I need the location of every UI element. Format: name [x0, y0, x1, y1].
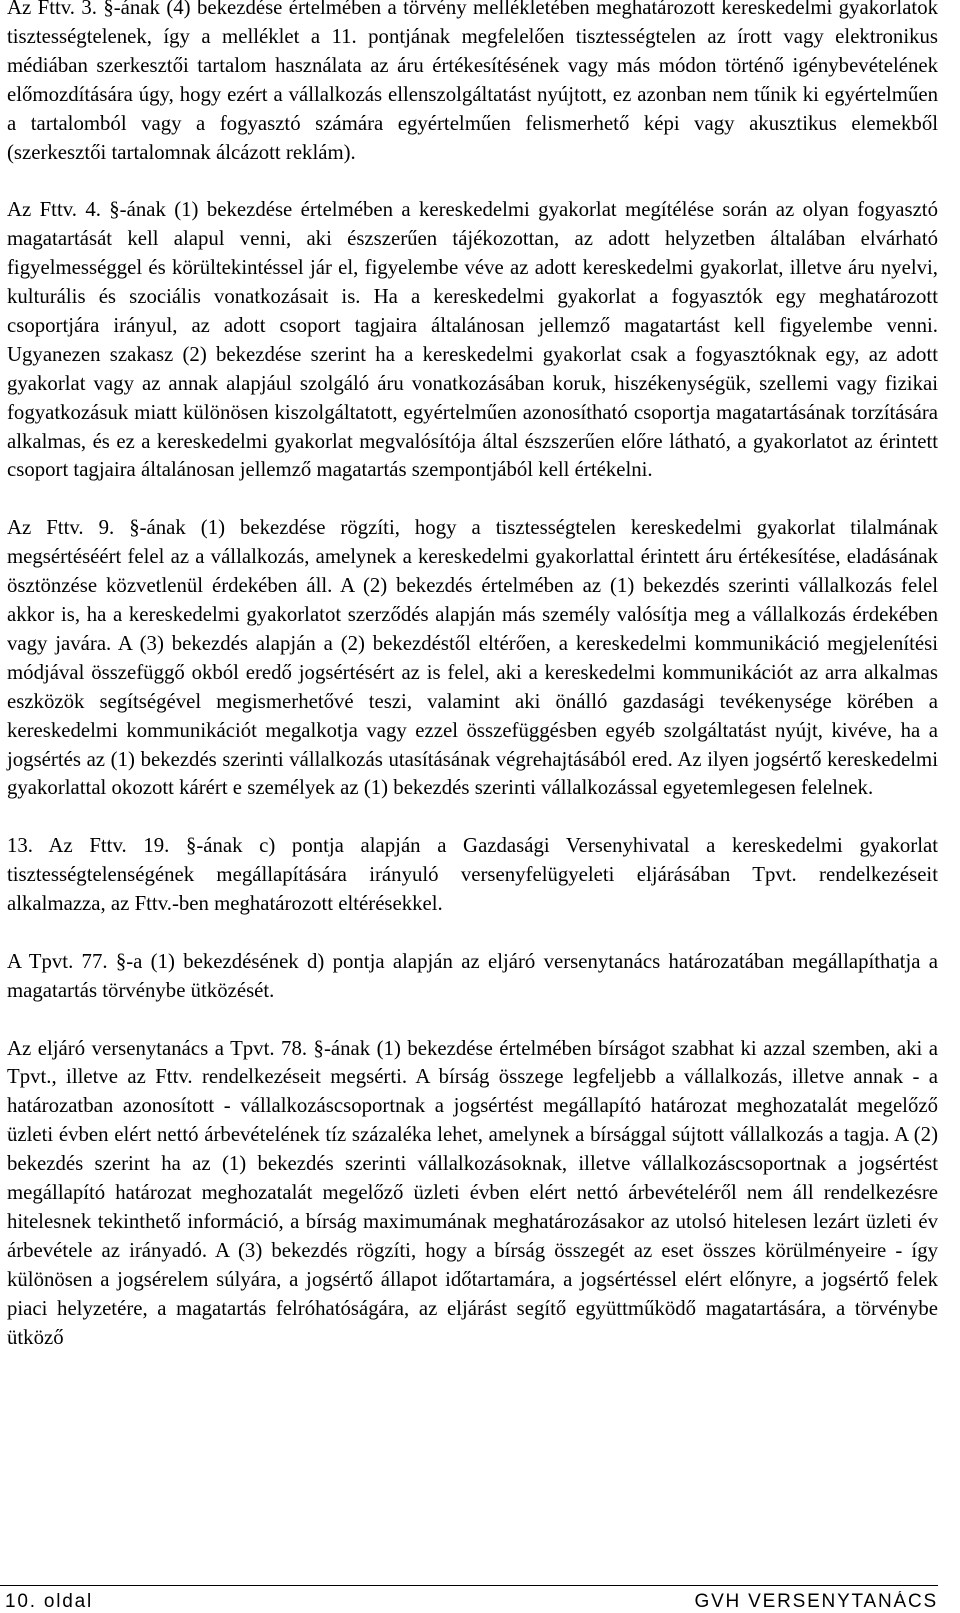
- paragraph-fttv-3: Az Fttv. 3. §-ának (4) bekezdése értelmében a törvény mellékletében meghatározott kereskedelmi gyakorlatok tisztességtelenek, így a melléklet a 11. pontjának megfelelően tisztességtelen az írott vagy elektronikus médiában szerkesztői tartalom használata az áru értékesítésének vagy más módon történő igénybevételének előmozdítására úgy, hogy ezért a vállalkozás ellenszolgáltatást nyújtott, ez azonban nem tűnik ki egyértelműen a tartalomból vagy a fogyasztó számára egyértelműen felismerhető képi vagy akusztikus elemekből (szerkesztői tartalomnak álcázott reklám).: [7, 0, 938, 164]
- footer-organization: GVH VERSENYTANÁCS: [694, 1591, 938, 1612]
- paragraph-fttv-19: 13. Az Fttv. 19. §-ának c) pontja alapján a Gazdasági Versenyhivatal a kereskedelmi gyakorlat tisztességtelenségének megállapítására irányuló versenyfelügyeleti eljárásában Tpvt. rendelkezéseit alkalmazza, az Fttv.-ben meghatározott eltérésekkel.: [7, 834, 938, 916]
- footer-divider: [0, 1585, 938, 1586]
- paragraph-fttv-4: Az Fttv. 4. §-ának (1) bekezdése értelmében a kereskedelmi gyakorlat megítélése során az olyan fogyasztó magatartását kell alapul venni, aki észszerűen tájékozottan, az adott helyzetben általában elvárható figyelmességgel és körültekintéssel jár el, figyelembe véve az adott kereskedelmi gyakorlat, illetve áru nyelvi, kulturális és szociális vonatkozásait is. Ha a kereskedelmi gyakorlat a fogyasztók egy meghatározott csoportjára irányul, az adott csoport tagjaira általánosan jellemző magatartást kell figyelembe venni. Ugyanezen szakasz (2) bekezdése szerint ha a kereskedelmi gyakorlat csak a fogyasztóknak egy, az adott gyakorlat vagy az annak alapjául szolgáló áru vonatkozásában koruk, hiszékenységük, szellemi vagy fizikai fogyatkozásuk miatt különösen kiszolgáltatott, egyértelműen azonosítható csoportja magatartásának torzítására alkalmas, és ez a kereskedelmi gyakorlat megvalósítója által észszerűen előre látható, a gyakorlatot az érintett csoport tagjaira általánosan jellemző magatartás szempontjából kell értékelni.: [7, 198, 938, 482]
- paragraph-fttv-9: Az Fttv. 9. §-ának (1) bekezdése rögzíti, hogy a tisztességtelen kereskedelmi gyakorlat tilalmának megsértéséért felel az a vállalkozás, amelynek a kereskedelmi gyakorlattal érintett áru értékesítése, eladásának ösztönzése közvetlenül érdekében áll. A (2) bekezdés értelmében az (1) bekezdés szerinti vállalkozás felel akkor is, ha a kereskedelmi gyakorlatot szerződés alapján más személy valósítja meg a vállalkozás érdekében vagy javára. A (3) bekezdés alapján a (2) bekezdéstől eltérően, a kereskedelmi kommunikáció megjelenítési módjával összefüggő okból eredő jogsértésért az is felel, aki a kereskedelmi kommunikációt az arra alkalmas eszközök segítségével megismerhetővé teszi, valamint aki önálló gazdasági tevékenysége körében a kereskedelmi kommunikációt megalkotja vagy ezzel összefüggésben egyéb szolgáltatást nyújt, kivéve, ha a jogsértés az (1) bekezdés szerinti vállalkozás utasításának végrehajtásából ered. Az ilyen jogsértő kereskedelmi gyakorlattal okozott kárért e személyek az (1) bekezdés szerinti vállalkozással egyetemlegesen felelnek.: [7, 516, 938, 800]
- paragraph-tpvt-77: A Tpvt. 77. §-a (1) bekezdésének d) pontja alapján az eljáró versenytanács határozatában megállapíthatja a magatartás törvénybe ütközését.: [7, 949, 938, 1002]
- page-footer: [5, 1591, 938, 1613]
- paragraph-tpvt-78: Az eljáró versenytanács a Tpvt. 78. §-ának (1) bekezdése értelmében bírságot szabhat ki azzal szemben, aki a Tpvt., illetve az Fttv. rendelkezéseit megsérti. A bírság összege legfeljebb a vállalkozás, illetve annak - a határozatban azonosított - vállalkozáscsoportnak a jogsértést megállapító határozat meghozatalát megelőző üzleti évben elért nettó árbevételének tíz százaléka lehet, amelynek a bírsággal sújtott vállalkozás a tagja. A (2) bekezdés szerint ha az (1) bekezdés szerinti vállalkozásoknak, illetve vállalkozáscsoportnak a jogsértést megállapító határozat meghozatalát megelőző üzleti évben elért nettó árbevételéről nem áll rendelkezésre hitelesnek tekinthető információ, a bírság maximumának meghatározásakor az utolsó hitelesen lezárt üzleti év árbevétele az irányadó. A (3) bekezdés rögzíti, hogy a bírság összegét az eset összes körülményeire - így különösen a jogsérelem súlyára, a jogsértő állapot időtartamára, a jogsértéssel elért előnyre, a jogsértő felek piaci helyzetére, a magatartás felróhatóságára, az eljárást segítő együttműködő magatartására, a törvénybe ütköző: [7, 1036, 938, 1349]
- page-number: 10. oldal: [5, 1591, 94, 1612]
